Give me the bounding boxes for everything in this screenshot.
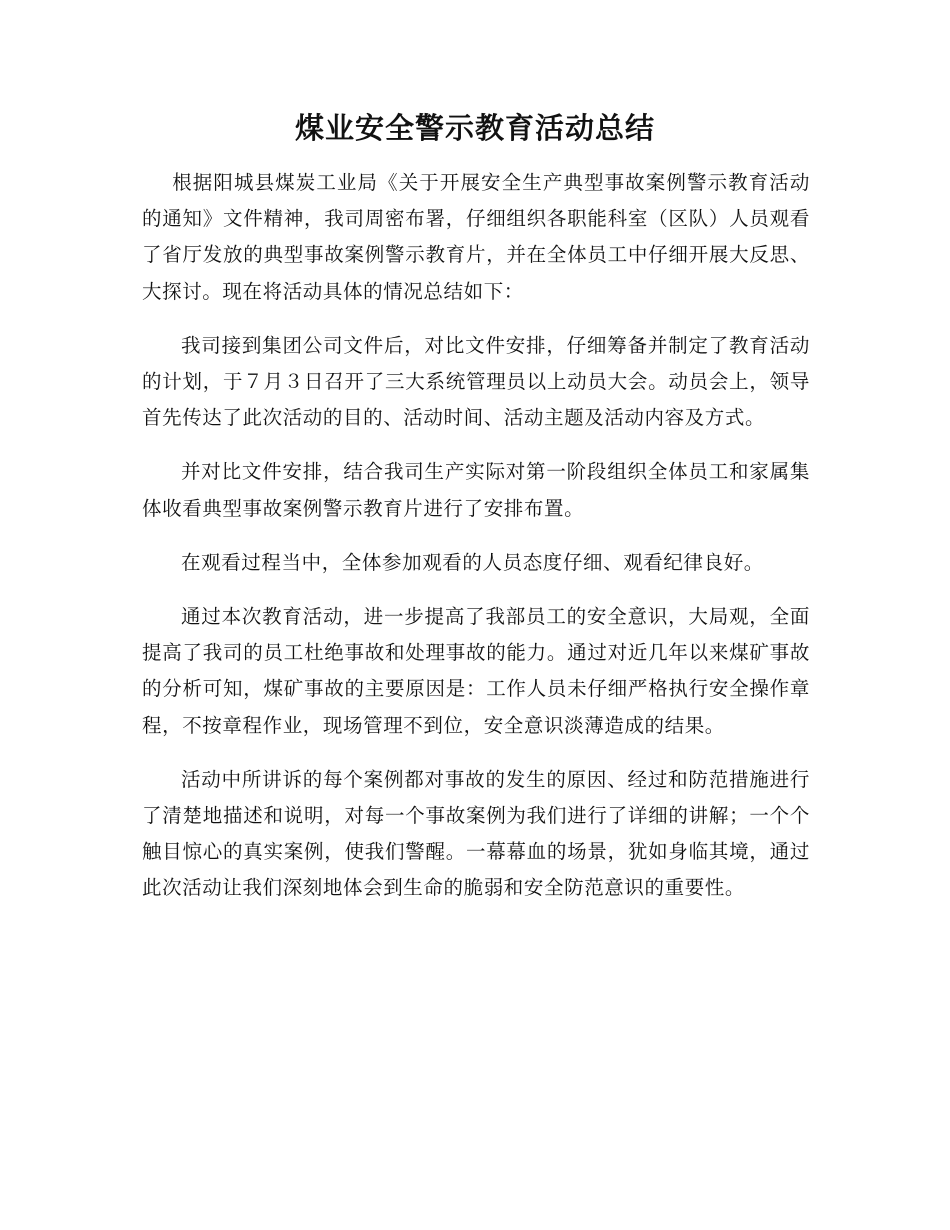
paragraph-2: 我司接到集团公司文件后，对比文件安排，仔细筹备并制定了教育活动的计划，于７月３日召开了三大系统管理员以上动员大会。动员会上，领导首先传达了此次活动的目的、活动时间、活动主题及活动内容及方式。 [142, 333, 810, 430]
paragraph-1: 根据阳城县煤炭工业局《关于开展安全生产典型事故案例警示教育活动的通知》文件精神，我司周密布署，仔细组织各职能科室（区队）人员观看了省厅发放的典型事故案例警示教育片，并在全体员工中仔细开展大反思、大探讨。现在将活动具体的情况总结如下： [142, 171, 810, 303]
paragraph-4: 在观看过程当中，全体参加观看的人员态度仔细、观看纪律良好。 [181, 550, 764, 574]
paragraph-6: 活动中所讲诉的每个案例都对事故的发生的原因、经过和防范措施进行了清楚地描述和说明，对每一个事故案例为我们进行了详细的讲解；一个个触目惊心的真实案例，使我们警醒。一幕幕血的场景，犹如身临其境，通过此次活动让我们深刻地体会到生命的脆弱和安全防范意识的重要性。 [142, 767, 810, 900]
paragraph-5: 通过本次教育活动，进一步提高了我部员工的安全意识，大局观，全面提高了我司的员工杜绝事故和处理事故的能力。通过对近几年以来煤矿事故的分析可知，煤矿事故的主要原因是：工作人员未仔细严格执行安全操作章程，不按章程作业，现场管理不到位，安全意识淡薄造成的结果。 [142, 605, 810, 737]
paragraph-3: 并对比文件安排，结合我司生产实际对第一阶段组织全体员工和家属集体收看典型事故案例警示教育片进行了安排布置。 [142, 460, 810, 520]
document-title: 煤业安全警示教育活动总结 [294, 111, 655, 145]
document-body [142, 165, 810, 925]
